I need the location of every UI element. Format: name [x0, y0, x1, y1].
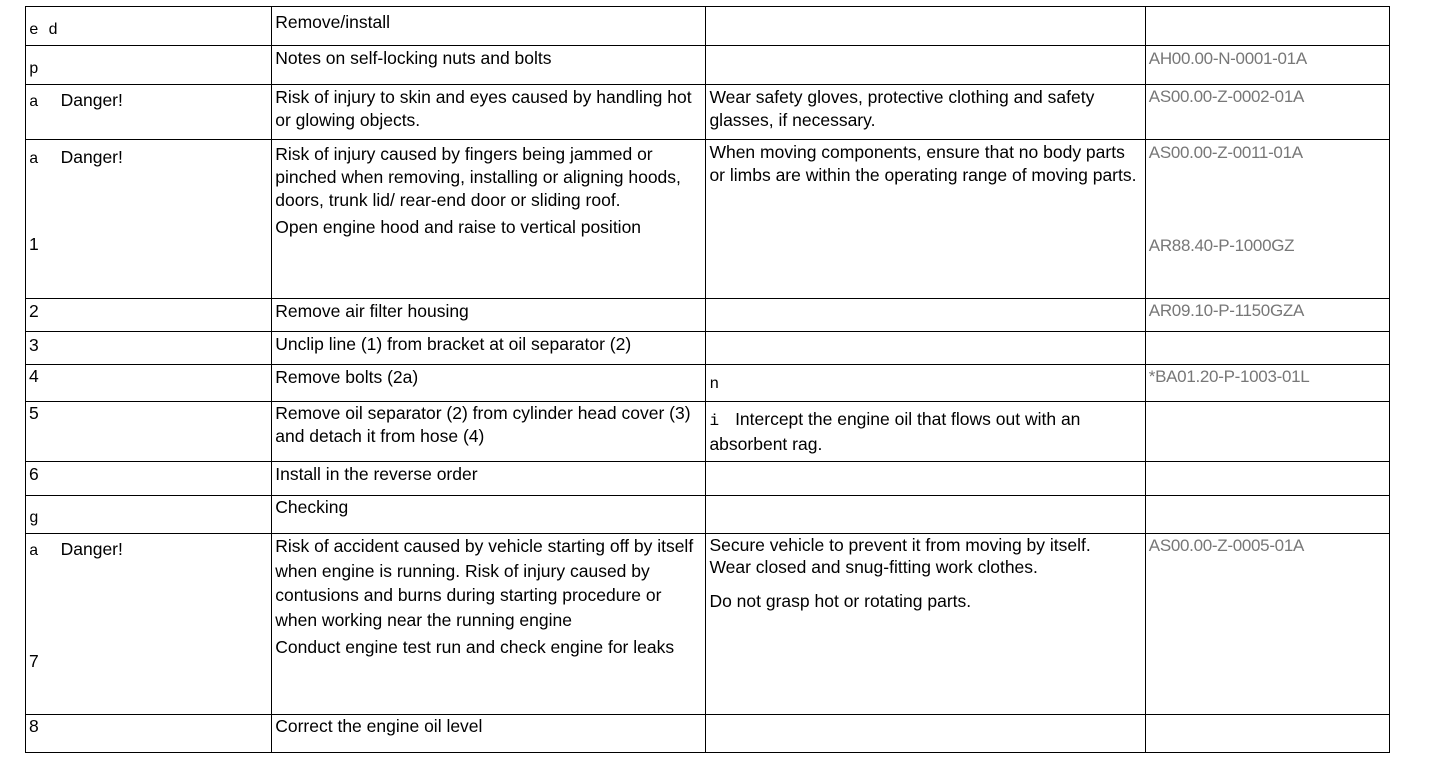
step-cell: a Danger! 7	[26, 534, 272, 715]
step-number: 2	[29, 301, 39, 321]
table-row	[26, 85, 1390, 140]
reference-cell	[1145, 140, 1389, 299]
reference-cell	[1145, 715, 1389, 753]
step-cell	[26, 462, 272, 496]
info-icon: i	[709, 412, 720, 430]
table-row	[26, 299, 1390, 332]
tool-note-icon: n	[709, 375, 720, 393]
reference-cell	[1145, 332, 1389, 365]
note-cell	[706, 299, 1145, 332]
step-cell: a Danger! 1	[26, 140, 272, 299]
step-cell	[26, 332, 272, 365]
instruction-cell: Risk of injury to skin and eyes caused by handling hot or glowing objects.	[272, 85, 706, 140]
note-cell	[706, 365, 1145, 402]
step-number: 3	[29, 335, 39, 355]
table-row	[26, 332, 1390, 365]
step-cell: a Danger!	[26, 85, 272, 140]
reference-link[interactable]: AS00.00-Z-0011-01A	[1148, 143, 1303, 162]
instruction-cell: Notes on self-locking nuts and bolts	[272, 46, 706, 85]
note-cell	[706, 7, 1145, 46]
table-row	[26, 7, 1390, 46]
step-cell	[26, 299, 272, 332]
step-cell	[26, 46, 272, 85]
danger-icon: a	[29, 93, 39, 111]
remove-install-icon: e d	[29, 21, 58, 39]
reference-link[interactable]: AH00.00-N-0001-01A	[1148, 49, 1307, 68]
step-cell	[26, 7, 272, 46]
note-cell	[706, 462, 1145, 496]
reference-cell	[1145, 365, 1389, 402]
checking-icon: g	[29, 509, 39, 527]
danger-icon: a	[29, 542, 39, 560]
reference-cell	[1145, 462, 1389, 496]
instruction-cell: Remove air filter housing	[272, 299, 706, 332]
step-number: 8	[29, 716, 39, 736]
reference-cell	[1145, 496, 1389, 534]
instruction-cell: Risk of accident caused by vehicle starting off by itself when engine is running. Risk of injury caused by contusions and burns during starting procedure or when working near the running engine Conduct engine test run and check engine for leaks	[272, 534, 706, 715]
danger-icon: a	[29, 150, 39, 168]
table-row	[26, 462, 1390, 496]
note-cell: Wear safety gloves, protective clothing and safety glasses, if necessary.	[706, 85, 1145, 140]
step-cell	[26, 402, 272, 462]
note-cell	[706, 46, 1145, 85]
reference-link[interactable]: AR88.40-P-1000GZ	[1148, 236, 1295, 255]
instruction-cell: Remove bolts (2a)	[272, 365, 706, 402]
step-number: 7	[29, 651, 39, 671]
reference-link[interactable]: *BA01.20-P-1003-01L	[1148, 367, 1310, 386]
table-row	[26, 402, 1390, 462]
table-row	[26, 534, 1390, 715]
instruction-cell: Correct the engine oil level	[272, 715, 706, 753]
reference-link[interactable]: AR09.10-P-1150GZA	[1148, 301, 1305, 320]
instruction-cell: Unclip line (1) from bracket at oil separator (2)	[272, 332, 706, 365]
table-row	[26, 365, 1390, 402]
reference-cell	[1145, 534, 1389, 715]
reference-cell	[1145, 85, 1389, 140]
instruction-cell: Remove/install	[272, 7, 706, 46]
step-number: 1	[29, 234, 39, 254]
reference-cell	[1145, 7, 1389, 46]
note-cell	[706, 332, 1145, 365]
table-row	[26, 496, 1390, 534]
step-number: 6	[29, 464, 39, 484]
step-cell	[26, 365, 272, 402]
reference-link[interactable]: AS00.00-Z-0002-01A	[1148, 87, 1305, 106]
instruction-cell: Install in the reverse order	[272, 462, 706, 496]
table-row	[26, 715, 1390, 753]
note-cell: Secure vehicle to prevent it from moving by itself. Wear closed and snug-fitting work clothes. Do not grasp hot or rotating parts.	[706, 534, 1145, 715]
reference-cell	[1145, 402, 1389, 462]
step-cell	[26, 496, 272, 534]
note-cell	[706, 715, 1145, 753]
note-cell	[706, 496, 1145, 534]
procedure-table	[25, 6, 1390, 753]
table-row	[26, 46, 1390, 85]
step-cell	[26, 715, 272, 753]
step-number: 4	[29, 366, 39, 386]
reference-cell	[1145, 299, 1389, 332]
reference-link[interactable]: AS00.00-Z-0005-01A	[1148, 536, 1305, 555]
table-row	[26, 140, 1390, 299]
note-cell: When moving components, ensure that no body parts or limbs are within the operating range of moving parts.	[706, 140, 1145, 299]
notes-icon: p	[29, 60, 39, 78]
step-number: 5	[29, 403, 39, 423]
instruction-cell: Risk of injury caused by fingers being jammed or pinched when removing, installing or aligning hoods, doors, trunk lid/ rear-end door or sliding roof. Open engine hood and raise to vertical position	[272, 140, 706, 299]
reference-cell	[1145, 46, 1389, 85]
instruction-cell: Checking	[272, 496, 706, 534]
instruction-cell: Remove oil separator (2) from cylinder head cover (3) and detach it from hose (4)	[272, 402, 706, 462]
note-cell: i Intercept the engine oil that flows out with an absorbent rag.	[706, 402, 1145, 462]
